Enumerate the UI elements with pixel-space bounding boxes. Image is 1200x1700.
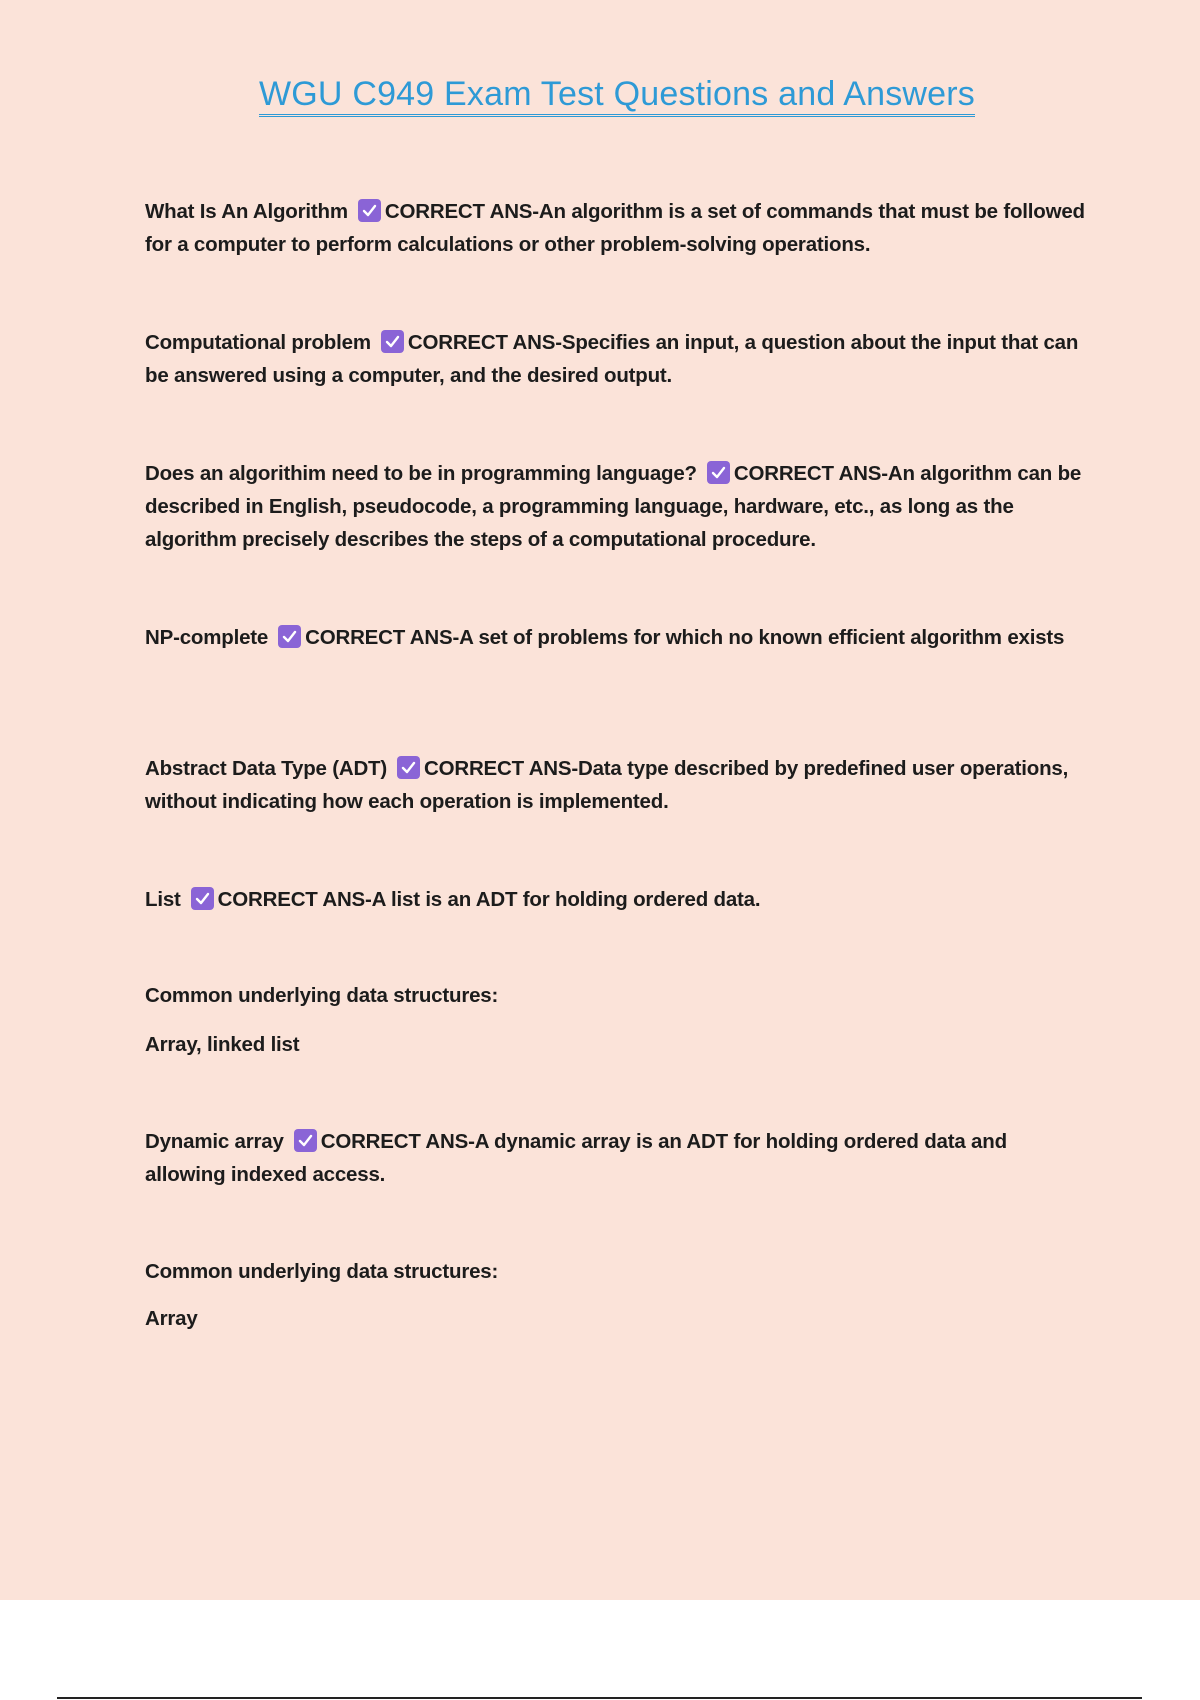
qa-item [145,883,1085,916]
answer-text: CORRECT ANS-Data type described by predefined user operations, without indicating how each operation is implemented. [145,757,1069,813]
note-line: Array, linked list [145,1033,300,1056]
checkbox-checked-icon [397,756,420,779]
footer-divider [57,1697,1142,1699]
answer-text: CORRECT ANS-Specifies an input, a question about the input that can be answered using a computer, and the desired output. [145,331,1079,387]
answer-text: CORRECT ANS-An algorithm is a set of commands that must be followed for a computer to perform calculations or other problem-solving operations. [145,200,1085,256]
qa-item [145,621,1085,654]
checkbox-checked-icon [191,887,214,910]
question-text: Dynamic array [145,1130,284,1153]
question-text: Does an algorithim need to be in programming language? [145,462,697,485]
document-title-text: WGU C949 Exam Test Questions and Answers [259,75,975,117]
qa-item [145,1125,1085,1191]
qa-item [145,752,1085,818]
checkbox-checked-icon [381,330,404,353]
document-title [0,74,1200,114]
checkbox-checked-icon [294,1129,317,1152]
checkbox-checked-icon [278,625,301,648]
answer-text: CORRECT ANS-A set of problems for which no known efficient algorithm exists [305,626,1065,649]
note-line: Common underlying data structures: [145,984,499,1007]
note-line: Array [145,1307,198,1330]
note-line: Common underlying data structures: [145,1260,499,1283]
question-text: What Is An Algorithm [145,200,348,223]
answer-text: CORRECT ANS-An algorithm can be described in English, pseudocode, a programming language, hardware, etc., as long as the algorithm precisely describes the steps of a computational procedure. [145,462,1082,551]
checkbox-checked-icon [358,199,381,222]
question-text: NP-complete [145,626,269,649]
answer-text: CORRECT ANS-A dynamic array is an ADT for holding ordered data and allowing indexed access. [145,1130,1007,1186]
qa-item [145,457,1085,556]
question-text: Abstract Data Type (ADT) [145,757,387,780]
checkbox-checked-icon [707,461,730,484]
answer-text: CORRECT ANS-A list is an ADT for holding ordered data. [217,888,761,911]
question-text: List [145,888,181,911]
qa-item [145,326,1085,392]
qa-item [145,195,1085,261]
question-text: Computational problem [145,331,371,354]
